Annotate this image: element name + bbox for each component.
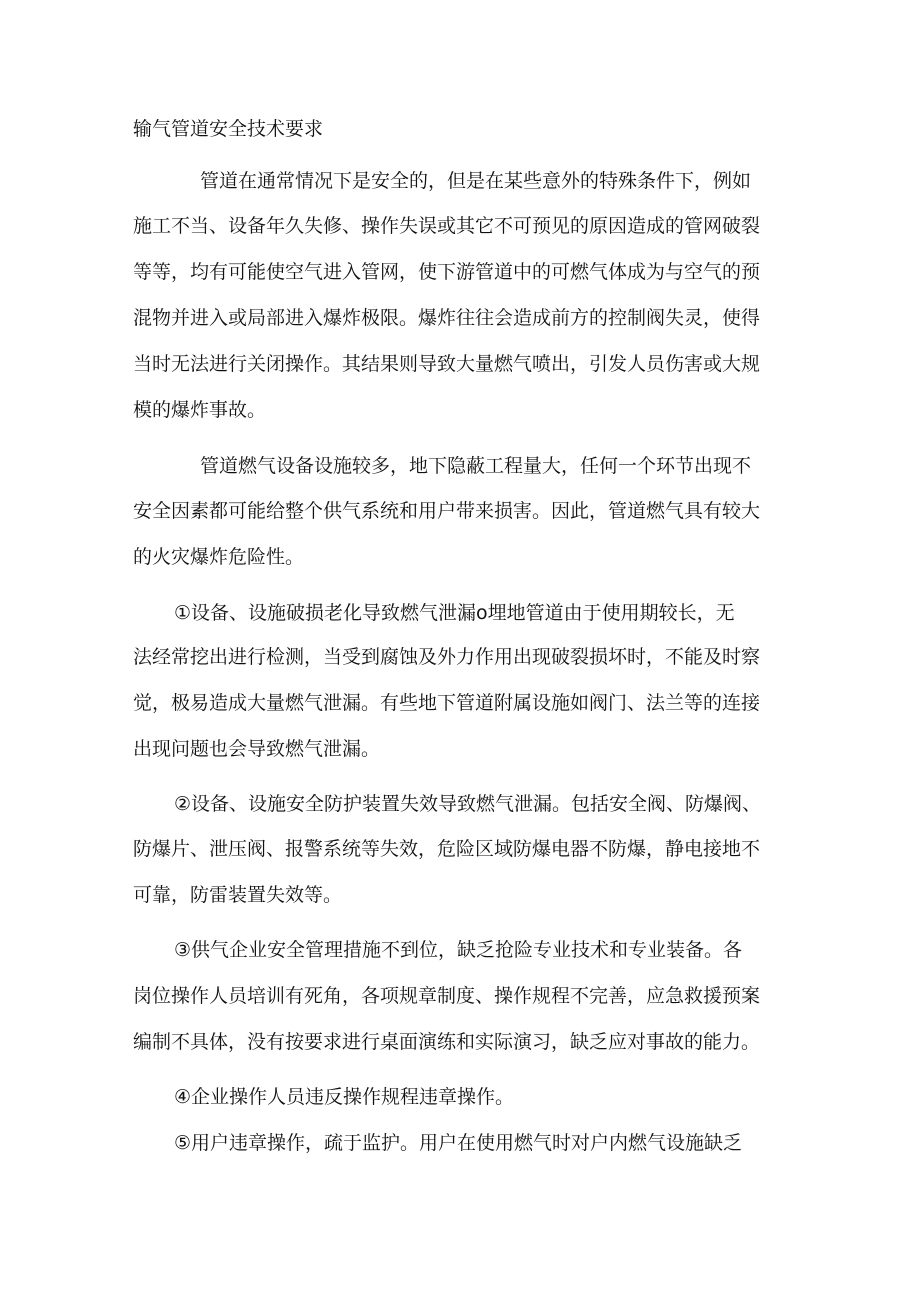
paragraph-1-line-2: 施工不当、设备年久失修、操作失误或其它不可预见的原因造成的管网破裂 — [133, 215, 761, 237]
paragraph-1-line-3: 等等，均有可能使空气进入管网，使下游管道中的可燃气体成为与空气的预 — [133, 261, 761, 283]
paragraph-3-line-3: 觉，极易造成大量燃气泄漏。有些地下管道附属设施如阀门、法兰等的连接 — [133, 692, 761, 714]
paragraph-1-line-5: 当时无法进行关闭操作。其结果则导致大量燃气喷出，引发人员伤害或大规 — [133, 353, 761, 375]
paragraph-5-line-2: 岗位操作人员培训有死角，各项规章制度、操作规程不完善，应急救援预案 — [133, 985, 761, 1007]
paragraph-2-line-2: 安全因素都可能给整个供气系统和用户带来损害。因此，管道燃气具有较大 — [133, 500, 761, 522]
paragraph-5-line-1: ③供气企业安全管理措施不到位，缺乏抢险专业技术和专业装备。各 — [174, 939, 743, 961]
document-title: 输气管道安全技术要求 — [133, 118, 324, 140]
paragraph-1-line-1: 管道在通常情况下是安全的，但是在某些意外的特殊条件下，例如 — [200, 170, 752, 192]
paragraph-4-line-2: 防爆片、泄压阀、报警系统等失效，危险区域防爆电器不防爆，静电接地不 — [133, 838, 761, 860]
paragraph-6-line-1: ④企业操作人员违反操作规程违章操作。 — [174, 1086, 515, 1108]
paragraph-7-line-1: ⑤用户违章操作，疏于监护。用户在使用燃气时对户内燃气设施缺乏 — [174, 1132, 743, 1154]
paragraph-3-line-2: 法经常挖出进行检测，当受到腐蚀及外力作用出现破裂损坏时，不能及时察 — [133, 646, 761, 668]
paragraph-1-line-6: 模的爆炸事故。 — [133, 399, 267, 421]
paragraph-5-line-3: 编制不具体，没有按要求进行桌面演练和实际演习，缺乏应对事故的能力。 — [133, 1031, 761, 1053]
paragraph-3-line-4: 出现问题也会导致燃气泄漏。 — [133, 738, 381, 760]
paragraph-1-line-4: 混物并进入或局部进入爆炸极限。爆炸往往会造成前方的控制阀失灵，使得 — [133, 307, 761, 329]
paragraph-4-line-1: ②设备、设施安全防护装置失效导致燃气泄漏。包括安全阀、防爆阀、 — [174, 793, 762, 815]
paragraph-2-line-1: 管道燃气设备设施较多，地下隐蔽工程量大，任何一个环节出现不 — [200, 455, 752, 477]
paragraph-2-line-3: 的火灾爆炸危险性。 — [133, 546, 305, 568]
paragraph-3-line-1: ①设备、设施破损老化导致燃气泄漏o埋地管道由于使用期较长，无 — [174, 602, 735, 624]
paragraph-4-line-3: 可靠，防雷装置失效等。 — [133, 884, 343, 906]
